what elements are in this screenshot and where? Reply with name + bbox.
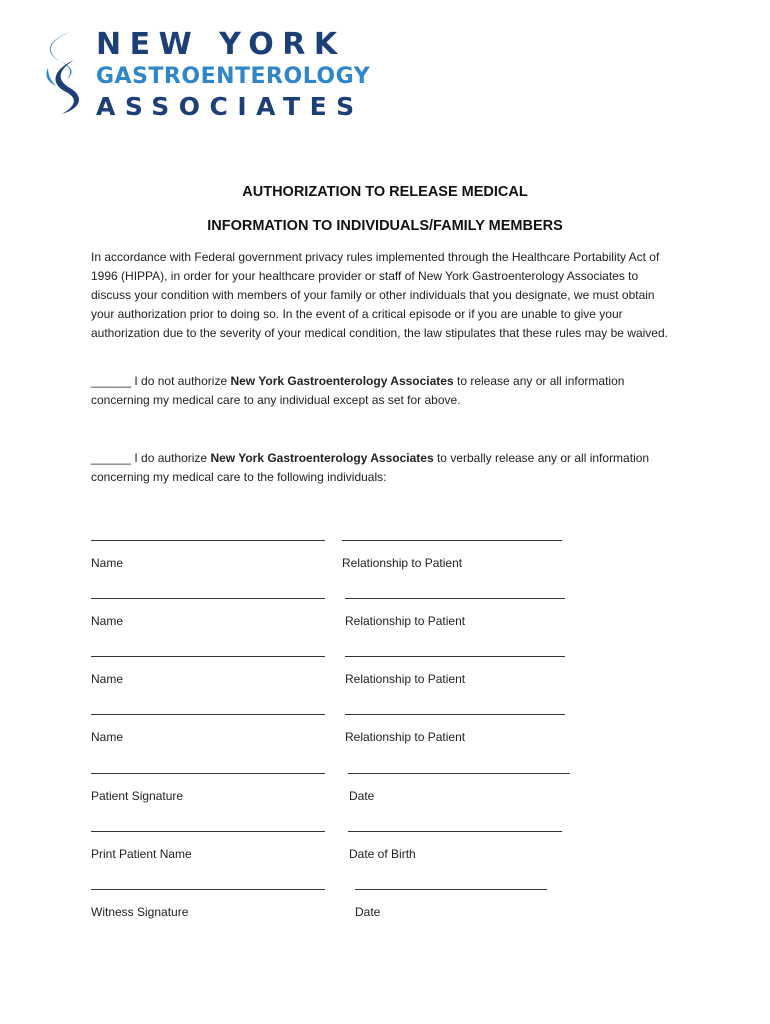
option-not-authorize xyxy=(91,372,681,410)
relationship-2-label: Relationship to Patient xyxy=(345,614,466,628)
logo-wordmark xyxy=(96,27,371,121)
option-authorize xyxy=(91,449,681,487)
witness-signature-label: Witness Signature xyxy=(91,905,189,919)
name-2-label: Name xyxy=(91,614,124,628)
helix-logo-icon xyxy=(40,30,84,116)
witness-date-label: Date xyxy=(355,905,381,919)
name-1-line[interactable] xyxy=(91,540,325,541)
relationship-3-label: Relationship to Patient xyxy=(345,672,466,686)
document-title-line-2: INFORMATION TO INDIVIDUALS/FAMILY MEMBERS xyxy=(207,218,563,234)
witness-date-line[interactable] xyxy=(355,889,547,890)
logo-line-2: GASTROENTEROLOGY xyxy=(96,64,371,89)
logo-line-3: ASSOCIATES xyxy=(96,92,364,121)
organization-name: New York Gastroenterology Associates xyxy=(210,451,434,465)
relationship-4-label: Relationship to Patient xyxy=(345,730,466,744)
print-patient-name-line[interactable] xyxy=(91,831,325,832)
relationship-2-line[interactable] xyxy=(345,598,565,599)
date-of-birth-line[interactable] xyxy=(348,831,562,832)
intro-paragraph: In accordance with Federal government privacy rules implemented through the Healthcare Portability Act of 1996 (HIPPA), in order for your healthcare provider or staff of New York Gastroenterology Associates to discuss your condition with members of your family or other individuals that you designate, we must obtain your authorization prior to doing so. In the event of a critical episode or if you are unable to give your authorization due to the severity of your medical condition, the law stipulates that these rules may be waived. xyxy=(91,250,668,340)
name-1-label: Name xyxy=(91,556,124,570)
patient-signature-line[interactable] xyxy=(91,773,325,774)
signature-date-line[interactable] xyxy=(348,773,570,774)
logo-line-1: NEW YORK xyxy=(96,27,346,62)
date-of-birth-label: Date of Birth xyxy=(349,847,416,861)
option-prefix: I do authorize xyxy=(131,451,211,465)
option-suffix: to verbally release any or all information concerning my medical care to the following individuals: xyxy=(91,451,650,484)
option-prefix: I do not authorize xyxy=(131,374,231,388)
initials-blank[interactable]: ______ xyxy=(91,374,132,388)
practice-logo xyxy=(40,27,371,121)
document-title-line-1: AUTHORIZATION TO RELEASE MEDICAL xyxy=(242,184,528,200)
witness-signature-line[interactable] xyxy=(91,889,325,890)
initials-blank[interactable]: ______ xyxy=(91,451,132,465)
relationship-4-line[interactable] xyxy=(345,714,565,715)
relationship-1-line[interactable] xyxy=(342,540,562,541)
print-patient-name-label: Print Patient Name xyxy=(91,847,192,861)
name-4-line[interactable] xyxy=(91,714,325,715)
name-3-label: Name xyxy=(91,672,124,686)
name-4-label: Name xyxy=(91,730,124,744)
option-suffix: to release any or all information concerning my medical care to any individual except as set for above. xyxy=(91,374,625,407)
signature-date-label: Date xyxy=(349,789,375,803)
name-3-line[interactable] xyxy=(91,656,325,657)
relationship-3-line[interactable] xyxy=(345,656,565,657)
patient-signature-label: Patient Signature xyxy=(91,789,184,803)
organization-name: New York Gastroenterology Associates xyxy=(230,374,454,388)
name-2-line[interactable] xyxy=(91,598,325,599)
relationship-1-label: Relationship to Patient xyxy=(342,556,463,570)
